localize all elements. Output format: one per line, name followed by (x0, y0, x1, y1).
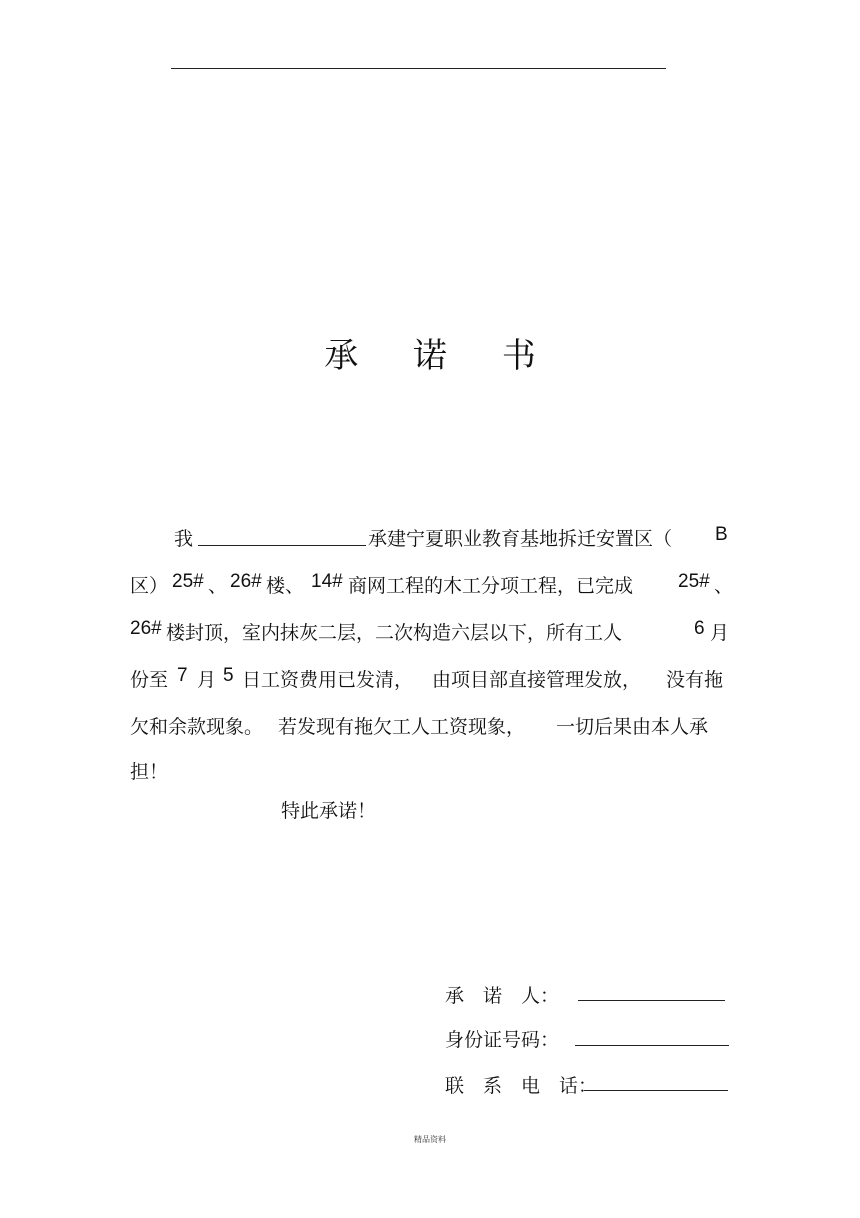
promisor-signature-line (578, 1000, 725, 1001)
closing-statement: 特此承诺！ (281, 800, 377, 822)
title-char-2: 诺 (413, 336, 447, 376)
phone-line (584, 1090, 728, 1091)
contractor-name-blank (198, 523, 366, 546)
title-char-3: 书 (501, 336, 536, 376)
id-number-line (575, 1045, 729, 1046)
title-char-1: 承 (324, 336, 359, 376)
paragraph-line-1: 我 承建宁夏职业教育基地拆迁安置区（ B (174, 524, 728, 550)
footer-text: 精品资料 (414, 1135, 446, 1144)
phone-label: 联 系 电 话： (445, 1075, 598, 1097)
paragraph-line-6: 担！ (130, 761, 169, 783)
paragraph-line-4: 份至 7 月 5 日工资费用已发清， 由项目部直接管理发放， 没有拖 (130, 665, 724, 691)
document-title (0, 328, 860, 377)
promisor-label: 承 诺 人： (445, 985, 560, 1007)
id-number-label: 身份证号码： (445, 1029, 560, 1051)
paragraph-line-5: 欠和余款现象。 若发现有拖欠工人工资现象， 一切后果由本人承 (130, 716, 709, 738)
paragraph-line-3: 26# 楼封顶，室内抹灰二层，二次构造六层以下，所有工人 6 月 (130, 618, 730, 644)
header-rule (171, 68, 666, 69)
paragraph-line-2: 区） 25# 、 26# 楼、 14# 商网工程的木工分项工程，已完成 25# 、 (130, 571, 734, 597)
